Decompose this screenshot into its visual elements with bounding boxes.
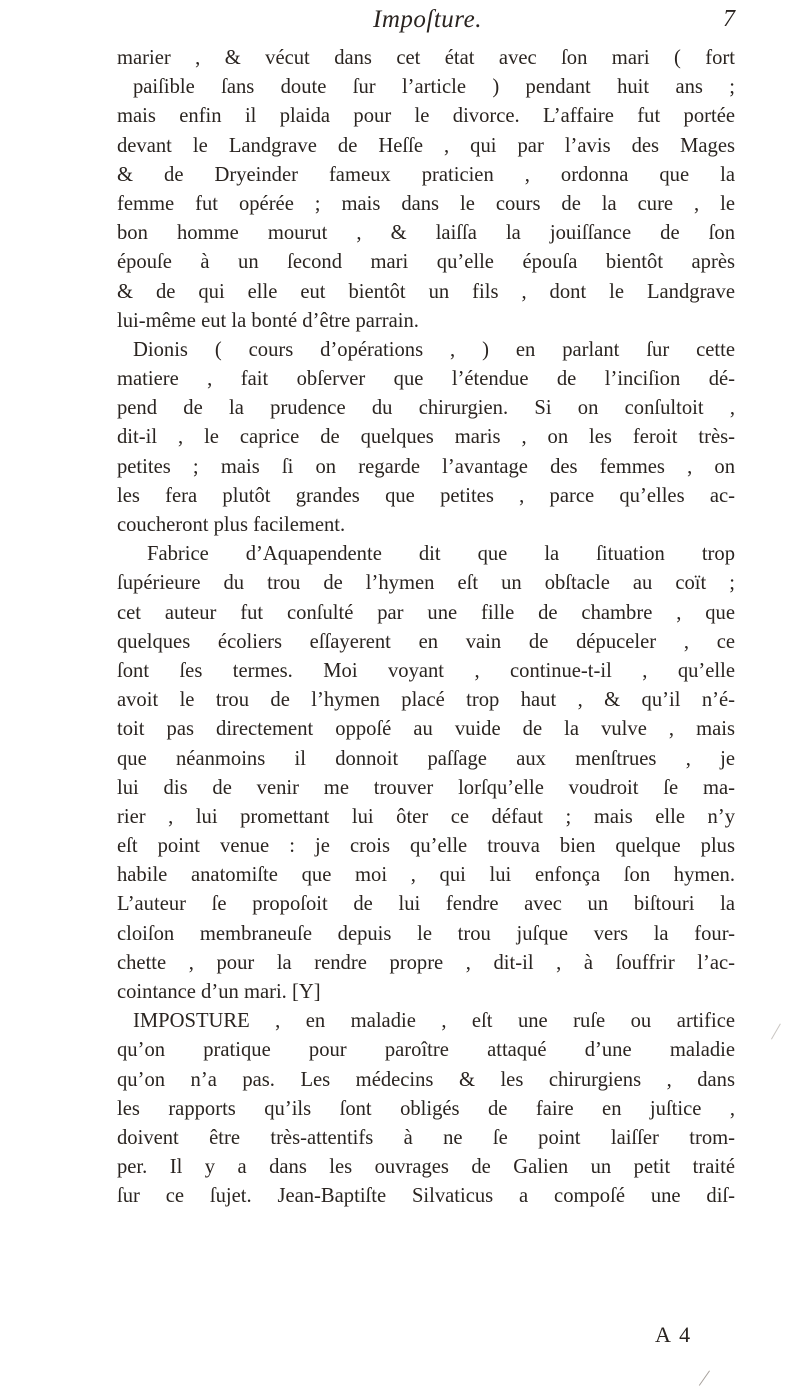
text-line: quelques écoliers eſſayerent en vain de dépuceler , ce xyxy=(117,630,735,653)
text-line: mais enfin il plaida pour le divorce. L’affaire fut portée xyxy=(117,105,735,128)
text-line: lui dis de venir me trouver lorſqu’elle voudroit ſe ma- xyxy=(117,776,735,799)
text-line: eſt point venue : je crois qu’elle trouva bien quelque plus xyxy=(117,835,735,858)
text-line: per. Il y a dans les ouvrages de Galien un petit traité xyxy=(117,1156,735,1179)
text-line: ſont ſes termes. Moi voyant , continue-t-il , qu’elle xyxy=(117,659,735,682)
text-line: paiſible ſans doute ſur l’article ) pendant huit ans ; xyxy=(133,76,735,99)
text-line: marier , & vécut dans cet état avec ſon mari ( fort xyxy=(117,47,735,69)
text-line: habile anatomiſte que moi , qui lui enfonça ſon hymen. xyxy=(117,864,735,887)
body-text xyxy=(117,44,735,1212)
text-line: rier , lui promettant lui ôter ce défaut ; mais elle n’y xyxy=(117,805,735,828)
text-line: Dionis ( cours d’opérations , ) en parlant ſur cette xyxy=(133,338,735,361)
page-number: 7 xyxy=(723,6,735,32)
text-line: dit-il , le caprice de quelques maris , on les feroit très- xyxy=(117,426,735,449)
text-line: femme fut opérée ; mais dans le cours de la cure , le xyxy=(117,192,735,215)
text-line: L’auteur ſe propoſoit de lui fendre avec un biſtouri la xyxy=(117,893,735,916)
text-line: chette , pour la rendre propre , dit-il , à ſouffrir l’ac- xyxy=(117,951,735,974)
text-line: & de qui elle eut bientôt un fils , dont le Landgrave xyxy=(117,280,735,303)
text-line: épouſe à un ſecond mari qu’elle épouſa bientôt après xyxy=(117,251,735,274)
text-line: cloiſon membraneuſe depuis le trou juſque vers la four- xyxy=(117,922,735,945)
text-line: & de Dryeinder fameux praticien , ordonna que la xyxy=(117,163,735,186)
text-line: les rapports qu’ils ſont obligés de faire en juſtice , xyxy=(117,1097,735,1120)
text-line: avoit le trou de l’hymen placé trop haut , & qu’il n’é- xyxy=(117,689,735,712)
text-line: coucheront plus facilement. xyxy=(117,514,346,536)
text-line: doivent être très-attentifs à ne ſe point laiſſer trom- xyxy=(117,1126,735,1149)
margin-scratch xyxy=(771,1023,786,1042)
running-header xyxy=(120,6,735,38)
text-line: ſur ce ſujet. Jean-Baptiſte Silvaticus a compoſé une diſ- xyxy=(117,1185,735,1208)
text-line: que néanmoins il donnoit paſſage aux menſtrues , je xyxy=(117,747,735,770)
text-line: ſupérieure du trou de l’hymen eſt un obſtacle au coït ; xyxy=(117,572,735,595)
text-line: devant le Landgrave de Heſſe , qui par l’avis des Mages xyxy=(117,134,735,157)
signature-mark: A 4 xyxy=(655,1322,693,1347)
text-line: Fabrice d’Aquapendente dit que la ſituation trop xyxy=(147,543,735,566)
text-line: cet auteur fut conſulté par une fille de chambre , que xyxy=(117,601,735,624)
text-line: qu’on n’a pas. Les médecins & les chirurgiens , dans xyxy=(117,1068,735,1091)
running-title: Impoſture. xyxy=(373,6,482,33)
text-line: qu’on pratique pour paroître attaqué d’une maladie xyxy=(117,1039,735,1062)
text-line: cointance d’un mari. [Y] xyxy=(117,981,321,1003)
text-line: bon homme mourut , & laiſſa la jouiſſance de ſon xyxy=(117,222,735,245)
text-line: petites ; mais ſi on regarde l’avantage des femmes , on xyxy=(117,455,735,478)
text-line: toit pas directement oppoſé au vuide de la vulve , mais xyxy=(117,718,735,741)
text-line: pend de la prudence du chirurgien. Si on conſultoit , xyxy=(117,397,735,420)
bottom-scratch xyxy=(699,1370,718,1391)
text-line: matiere , fait obſerver que l’étendue de l’inciſion dé- xyxy=(117,368,735,391)
text-line: IMPOSTURE , en maladie , eſt une ruſe ou artifice xyxy=(133,1010,735,1033)
text-line: les fera plutôt grandes que petites , parce qu’elles ac- xyxy=(117,484,735,507)
text-line: lui-même eut la bonté d’être parrain. xyxy=(117,309,419,332)
